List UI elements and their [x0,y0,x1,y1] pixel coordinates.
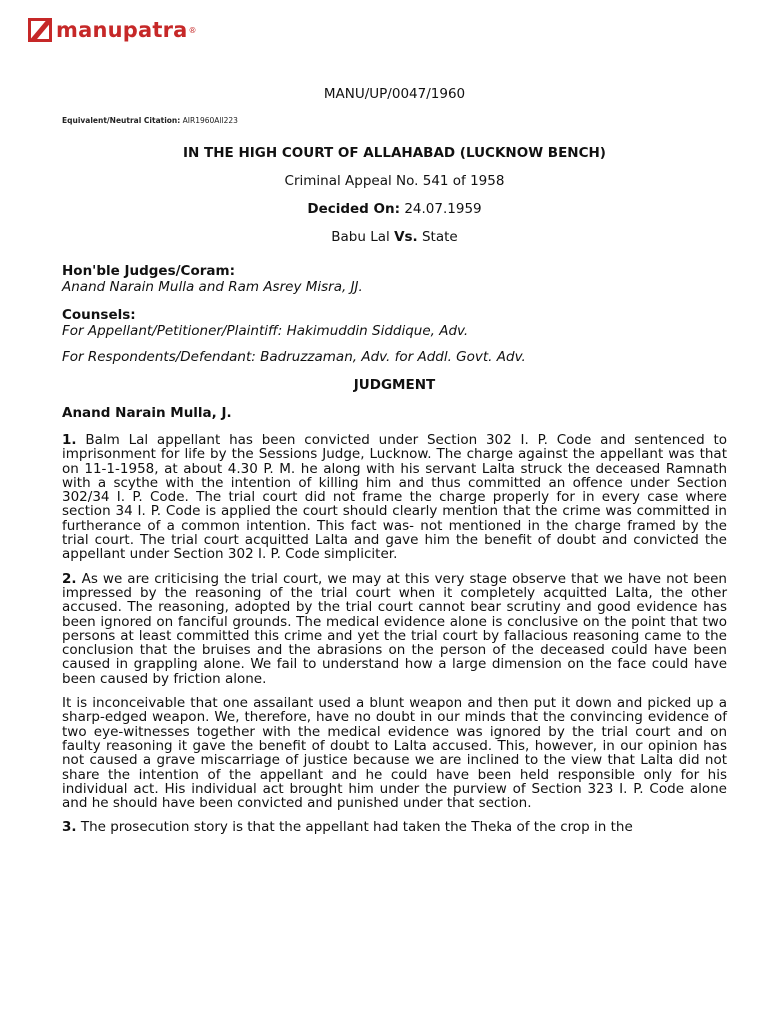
counsels-heading: Counsels: [62,307,136,323]
judgment-heading: JUDGMENT [353,377,436,393]
party-appellant: Babu Lal [331,229,395,245]
judges-heading: Hon'ble Judges/Coram: [62,263,235,279]
paragraph-number: 2. [62,570,77,587]
registered-mark: ® [188,25,197,35]
paragraph-text: It is inconceivable that one assailant used a blunt weapon and then put it down and picked up a sharp-edged weapon. We, therefore, have no doubt in our minds that the convincing evidence of two eye-witnesses together with the medical evidence was ignored by the trial court and on faulty reasoning it gave the benefit of doubt to Lalta accused. This, however, in our opinion has not caused a grave miscarriage of justice because we are inclined to the view that Lalta did not share the intention of the appellant and he could have been held responsible only for his individual act. His individual act brought him under the purview of Section 323 I. P. Code alone and he should have been convicted and punished under that section. [62,695,727,812]
court-name: IN THE HIGH COURT OF ALLAHABAD (LUCKNOW BENCH) [183,145,606,161]
paragraph-number: 1. [62,432,77,448]
decided-on [62,201,727,217]
paragraph-number: 3. [62,819,77,836]
counsel-appellant: For Appellant/Petitioner/Plaintiff: Hakimuddin Siddique, Adv. [62,323,469,339]
judgment-document [62,86,727,845]
equivalent-value: AIR1960All223 [180,116,238,125]
paragraph-text: As we are criticising the trial court, we may at this very stage observe that we have not been impressed by the reasoning of the trial court when it completely acquitted Lalta, the other accused. The reasoning, adopted by the trial court cannot bear scrutiny and good evidence has been ignored on fanciful grounds. The medical evidence alone is conclusive on the point that two persons at least committed this crime and yet the trial court by fallacious reasoning came to the conclusion that the bruises and the abrasions on the person of the deceased could have been caused in grappling alone. We fail to understand how a large dimension on the face could have been caused by friction alone. [62,570,727,687]
manupatra-logo [28,18,197,42]
equivalent-label: Equivalent/Neutral Citation: [62,116,181,125]
case-number: Criminal Appeal No. 541 of 1958 [284,173,505,189]
decided-label: Decided On: [307,201,401,217]
manupatra-logo-icon [28,18,52,42]
counsel-respondent: For Respondents/Defendant: Badruzzaman, Adv. for Addl. Govt. Adv. [62,349,526,365]
paragraph-3 [62,820,727,834]
judgment-author: Anand Narain Mulla, J. [62,405,232,421]
parties [62,229,727,245]
paragraph-text: The prosecution story is that the appellant had taken the Theka of the crop in the [76,819,633,836]
paragraph-2 [62,572,727,686]
party-respondent: State [417,229,458,245]
equivalent-citation [62,116,727,125]
judges-names: Anand Narain Mulla and Ram Asrey Misra, JJ. [62,279,363,295]
logo-text: manupatra [56,18,188,42]
manu-citation: MANU/UP/0047/1960 [323,86,466,102]
paragraph-2-continued [62,696,727,810]
paragraph-1 [62,433,727,562]
decided-date: 24.07.1959 [400,201,482,217]
versus: Vs. [394,229,418,245]
paragraph-text: Balm Lal appellant has been convicted under Section 302 I. P. Code and sentenced to imprisonment for life by the Sessions Judge, Lucknow. The charge against the appellant was that on 11-1-1958, at about 4.30 P. M. he along with his servant Lalta struck the deceased Ramnath with a scythe with the intention of killing him and thus committed an offence under Section 302/34 I. P. Code. The trial court did not frame the charge properly for in every case where section 34 I. P. Code is applied the court should clearly mention that the crime was committed in furtherance of a common intention. This fact was- not mentioned in the charge framed by the trial court. The trial court acquitted Lalta and gave him the benefit of doubt and convicted the appellant under Section 302 I. P. Code simpliciter. [62,432,727,563]
